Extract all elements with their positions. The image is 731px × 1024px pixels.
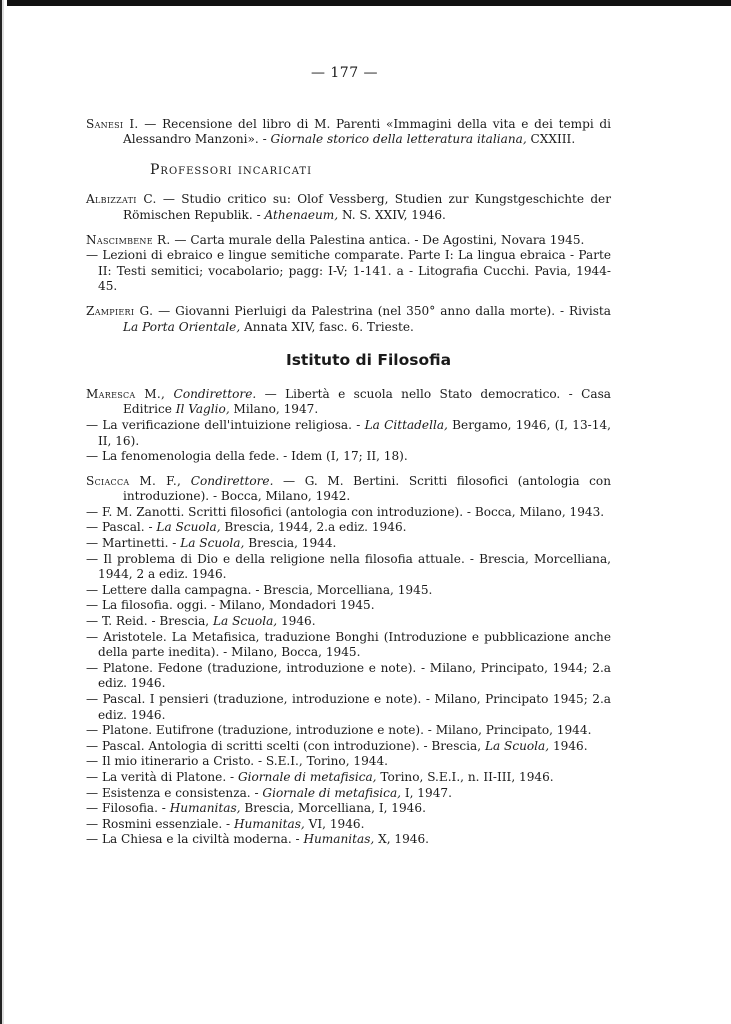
entry-text: — Platone. Eutifrone (traduzione, introduzione e note). - Milano, Principato, 1944. bbox=[86, 723, 592, 738]
entry-tail: Bergamo, 1946, (I, 13-14, II, 16). bbox=[98, 417, 612, 448]
bibliography-professori bbox=[86, 192, 611, 335]
entry-text: — Aristotele. La Metafisica, traduzione Bonghi (Introduzione e pubblicazione anche della parte inedita). - Milano, Bocca, 1945. bbox=[86, 629, 611, 660]
entry-text: — Libertà e scuola nello Stato democratico. - Casa Editrice bbox=[123, 386, 611, 417]
bibliography-entry bbox=[86, 801, 611, 817]
bibliography-entry bbox=[86, 583, 611, 599]
bibliography-entry bbox=[86, 661, 611, 692]
entry-author: Maresca M., bbox=[86, 386, 166, 401]
entry-tail: I, 1947. bbox=[401, 785, 452, 800]
bibliography-entry bbox=[86, 739, 611, 755]
entry-tail: Brescia, 1944. bbox=[244, 536, 337, 551]
entry-text: — La verificazione dell'intuizione religiosa. - bbox=[86, 417, 365, 432]
bibliography-entry bbox=[86, 117, 611, 148]
entry-text: — G. M. Bertini. Scritti filosofici (antologia con introduzione). - Bocca, Milano, 1942. bbox=[123, 473, 611, 504]
entry-text: — Platone. Fedone (traduzione, introduzione e note). - Milano, Principato, 1944; 2.a ediz. 1946. bbox=[86, 660, 611, 691]
entry-tail: Brescia, 1944, 2.a ediz. 1946. bbox=[220, 520, 407, 535]
entry-text: — Pascal. I pensieri (traduzione, introduzione e note). - Milano, Principato 1945; 2.a ediz. 1946. bbox=[86, 692, 611, 722]
entry-journal: La Scuola, bbox=[156, 520, 221, 535]
bibliography-entry bbox=[86, 387, 611, 418]
bibliography-entry bbox=[86, 552, 611, 583]
bibliography-entry bbox=[86, 233, 611, 249]
bibliography-entry bbox=[86, 832, 611, 848]
bibliography-entry bbox=[86, 474, 611, 505]
entry-journal: Giornale di metafisica, bbox=[237, 769, 377, 784]
entry-text: — Pascal. Antologia di scritti scelti (con introduzione). - Brescia, bbox=[86, 738, 485, 753]
page-number: — 177 — bbox=[310, 65, 379, 81]
bibliography-entry bbox=[86, 520, 611, 536]
entry-text: — La fenomenologia della fede. - Idem (I, 17; II, 18). bbox=[86, 449, 408, 464]
entry-role: Condirettore. bbox=[181, 473, 274, 488]
bibliography-entry bbox=[86, 692, 611, 723]
bibliography-entry bbox=[86, 449, 611, 465]
entry-tail: X, 1946. bbox=[374, 832, 430, 847]
bibliography-entry bbox=[86, 598, 611, 614]
entry-journal: Giornale storico della letteratura italiana, bbox=[270, 132, 527, 147]
bibliography-top bbox=[86, 117, 611, 148]
entry-text: — T. Reid. - Brescia, bbox=[86, 614, 213, 629]
entry-role: Condirettore. bbox=[165, 386, 257, 401]
entry-text: — Martinetti. - bbox=[86, 536, 181, 551]
entry-tail: Brescia, Morcelliana, I, 1946. bbox=[240, 801, 426, 816]
entry-text: — Recensione del libro di M. Parenti «Immagini della vita e dei tempi di Alessandro Manzoni». - bbox=[123, 116, 611, 147]
bibliography-entry bbox=[86, 536, 611, 552]
entry-text: — Il problema di Dio e della religione nella filosofia attuale. - Brescia, Morcelliana, 1944, 2 a ediz. 1946. bbox=[86, 551, 611, 582]
entry-journal: Humanitas, bbox=[169, 801, 241, 816]
entry-text: — Pascal. - bbox=[86, 520, 157, 535]
entry-journal: Humanitas, bbox=[233, 816, 305, 831]
bibliography-entry bbox=[86, 754, 611, 770]
entry-author: Albizzati C. bbox=[86, 192, 157, 207]
bibliography-entry bbox=[86, 248, 611, 295]
entry-text: — Rosmini essenziale. - bbox=[86, 816, 234, 831]
bibliography-entry bbox=[86, 192, 611, 223]
bibliography-entry bbox=[86, 614, 611, 630]
entry-journal: Il Vaglio, bbox=[175, 402, 230, 417]
entry-journal: La Scuola, bbox=[212, 614, 278, 629]
entry-text: — Studio critico su: Olof Vessberg, Studien zur Kungstgeschichte der Römischen Republik. - bbox=[123, 192, 611, 222]
entry-journal: Athenaeum, bbox=[264, 207, 339, 222]
entry-text: — Carta murale della Palestina antica. - De Agostini, Novara 1945. bbox=[170, 232, 585, 247]
entry-text: — La filosofia. oggi. - Milano, Mondadori 1945. bbox=[86, 598, 375, 613]
entry-text: — Lettere dalla campagna. - Brescia, Morcelliana, 1945. bbox=[86, 582, 433, 597]
entry-tail: Annata XIV, fasc. 6. Trieste. bbox=[240, 319, 414, 334]
entry-text: — Filosofia. - bbox=[86, 801, 170, 816]
section-heading-istituto: Istituto di Filosofia bbox=[285, 351, 452, 370]
bibliography-entry bbox=[86, 786, 611, 802]
entry-text: — Il mio itinerario a Cristo. - S.E.I., Torino, 1944. bbox=[86, 754, 389, 769]
entry-journal: La Cittadella, bbox=[364, 417, 448, 432]
entry-author: Zampieri G. bbox=[86, 303, 154, 318]
entry-tail: VI, 1946. bbox=[304, 816, 365, 831]
bibliography-entry bbox=[86, 723, 611, 739]
entry-tail: 1946. bbox=[277, 614, 316, 629]
entry-journal: Humanitas, bbox=[303, 832, 375, 847]
entry-author: Nascimbene R. bbox=[86, 232, 171, 247]
entry-journal: La Scuola, bbox=[180, 536, 245, 551]
entry-tail: CXXIII. bbox=[526, 132, 576, 147]
bibliography-entry bbox=[86, 505, 611, 521]
page-left-edge bbox=[0, 0, 7, 1024]
entry-text: — Giovanni Pierluigi da Palestrina (nel 350° anno dalla morte). - Rivista bbox=[153, 303, 611, 318]
entry-tail: 1946. bbox=[549, 738, 588, 753]
entry-author: Sanesi I. bbox=[86, 116, 139, 131]
section-heading-professori: Professori incaricati bbox=[150, 161, 313, 178]
bibliography-entry bbox=[86, 304, 611, 335]
entry-tail: Milano, 1947. bbox=[229, 402, 319, 417]
bibliography-entry bbox=[86, 418, 611, 449]
entry-text: — La verità di Platone. - bbox=[86, 769, 238, 784]
entry-text: — F. M. Zanotti. Scritti filosofici (antologia con introduzione). - Bocca, Milano, 1943. bbox=[86, 504, 605, 519]
entry-journal: La Porta Orientale, bbox=[123, 319, 241, 334]
bibliography-maresca bbox=[86, 387, 611, 465]
entry-journal: La Scuola, bbox=[484, 738, 550, 753]
entry-tail: Torino, S.E.I., n. II-III, 1946. bbox=[376, 769, 554, 784]
bibliography-entry bbox=[86, 770, 611, 786]
entry-text: — Esistenza e consistenza. - bbox=[86, 785, 263, 800]
bibliography-entry bbox=[86, 630, 611, 661]
entry-author: Sciacca M. F., bbox=[86, 473, 182, 488]
entry-text: — Lezioni di ebraico e lingue semitiche comparate. Parte I: La lingua ebraica - Parte II: Testi semitici; vocabolario; pagg: I-V; 1-141. a - Litografia Cucchi. Pavia, 1944-45. bbox=[86, 248, 611, 294]
bibliography-sciacca bbox=[86, 474, 611, 848]
entry-tail: N. S. XXIV, 1946. bbox=[338, 207, 446, 222]
document-page bbox=[86, 66, 611, 848]
entry-journal: Giornale di metafisica, bbox=[262, 785, 401, 800]
page-top-edge bbox=[0, 0, 731, 6]
entry-text: — La Chiesa e la civiltà moderna. - bbox=[86, 832, 304, 847]
bibliography-entry bbox=[86, 817, 611, 833]
